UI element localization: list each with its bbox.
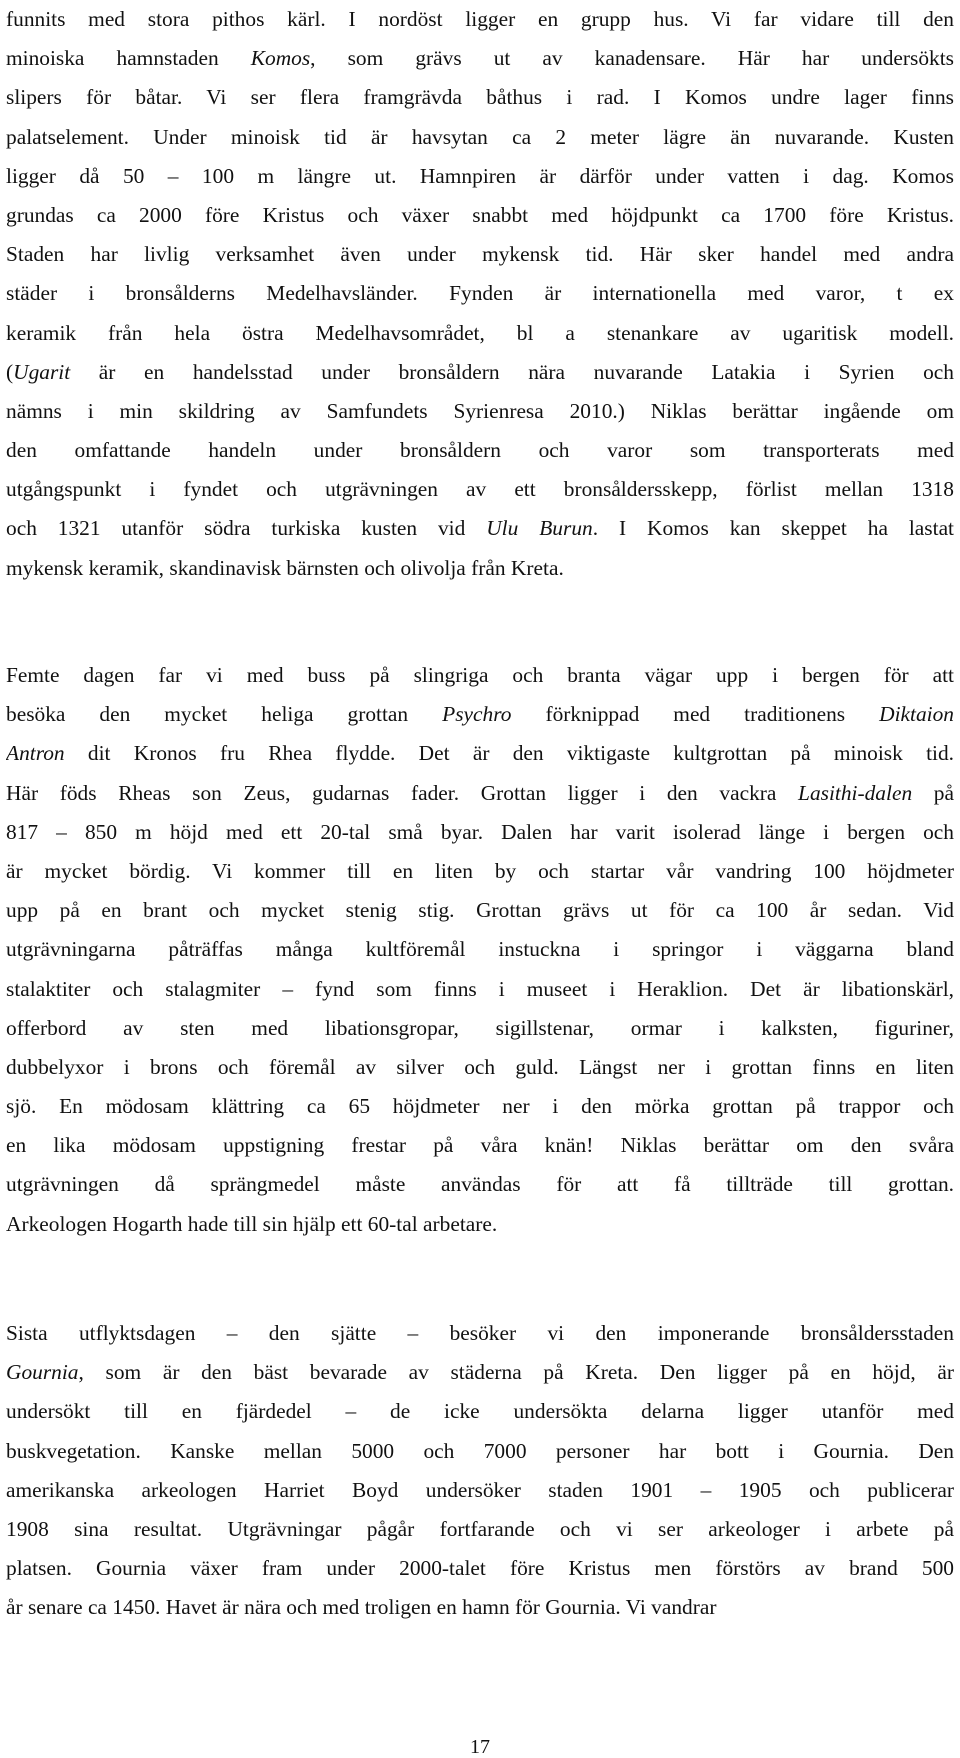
text-run: och 1321 utanför södra turkiska kusten vid <box>6 516 487 541</box>
text-line <box>6 774 954 813</box>
text-line <box>6 1588 954 1627</box>
text-run: ( <box>6 359 14 384</box>
text-line <box>6 39 954 78</box>
text-line <box>6 970 954 1009</box>
text-run: förknippad med traditionens <box>511 702 880 727</box>
text-line <box>6 1126 954 1165</box>
text-line <box>6 1009 954 1048</box>
text-run: Sista utflyktsdagen – den sjätte – besöker vi den imponerande bronsåldersstaden <box>6 1321 954 1345</box>
text-line <box>6 1510 954 1549</box>
text-run: keramik från hela östra Medelhavsområdet, bl a stenankare av ugaritisk modell. <box>6 320 954 345</box>
text-line <box>6 78 954 117</box>
text-line <box>6 1432 954 1471</box>
text-line <box>6 1471 954 1510</box>
text-run: nämns i min skildring av Samfundets Syrienresa 2010.) Niklas berättar ingående om <box>6 398 954 423</box>
text-run: , som är den bäst bevarade av städerna på Kreta. Den ligger på en höjd, är <box>78 1360 954 1385</box>
text-run: år senare ca 1450. Havet är nära och med troligen en hamn för Gournia. Vi vandrar <box>6 1595 717 1620</box>
text-run: Femte dagen far vi med buss på slingriga och branta vägar upp i bergen för att <box>6 663 954 687</box>
text-line <box>6 353 954 392</box>
text-line <box>6 0 954 39</box>
text-run: en lika mödosam uppstigning frestar på våra knän! Niklas berättar om den svåra <box>6 1133 954 1158</box>
text-run: offerbord av sten med libationsgropar, sigillstenar, ormar i kalksten, figuriner, <box>6 1015 954 1040</box>
text-line <box>6 734 954 773</box>
text-run: på <box>912 780 954 805</box>
italic-term: Psychro <box>442 702 512 727</box>
text-run: mykensk keramik, skandinavisk bärnsten och olivolja från Kreta. <box>6 555 564 580</box>
text-run: Här föds Rheas son Zeus, gudarnas fader. Grottan ligger i den vackra <box>6 780 799 805</box>
text-run: undersökt till en fjärdedel – de icke undersökta delarna ligger utanför med <box>6 1399 954 1424</box>
paragraph-psychro-cave <box>6 656 954 1244</box>
text-run: sjö. En mödosam klättring ca 65 höjdmeter ner i den mörka grottan på trappor och <box>6 1094 954 1119</box>
text-run: städer i bronsålderns Medelhavsländer. Fynden är internationella med varor, t ex <box>6 281 954 306</box>
text-run: är mycket bördig. Vi kommer till en liten by och startar vår vandring 100 höjdmeter <box>6 858 954 883</box>
text-run: dit Kronos fru Rhea flydde. Det är den viktigaste kultgrottan på minoisk tid. <box>64 741 954 766</box>
text-run: . I Komos kan skeppet ha lastat <box>592 516 954 541</box>
text-line <box>6 695 954 734</box>
italic-term: Ugarit <box>13 359 71 384</box>
text-run: grundas ca 2000 före Kristus och växer snabbt med höjdpunkt ca 1700 före Kristus. <box>6 202 954 227</box>
text-line <box>6 1392 954 1431</box>
text-line <box>6 930 954 969</box>
text-run: funnits med stora pithos kärl. I nordöst ligger en grupp hus. Vi far vidare till den <box>6 7 954 31</box>
italic-term: Komos <box>250 46 311 71</box>
text-run: utgångspunkt i fyndet och utgrävningen av ett bronsåldersskepp, förlist mellan 1318 <box>6 477 954 502</box>
text-run: palatselement. Under minoisk tid är havsytan ca 2 meter lägre än nuvarande. Kusten <box>6 124 954 149</box>
text-line <box>6 118 954 157</box>
text-line <box>6 852 954 891</box>
text-line <box>6 549 954 588</box>
page-number: 17 <box>470 1736 490 1758</box>
text-run: Staden har livlig verksamhet även under mykensk tid. Här sker handel med andra <box>6 242 954 267</box>
text-line <box>6 1353 954 1392</box>
text-line <box>6 891 954 930</box>
italic-term: Lasithi-dalen <box>798 780 913 805</box>
text-line <box>6 1205 954 1244</box>
text-run: utgrävningen då sprängmedel måste användas för att få tillträde till grottan. <box>6 1172 954 1197</box>
text-run: , som grävs ut av kanadensare. Här har undersökts <box>310 46 954 71</box>
text-run: amerikanska arkeologen Harriet Boyd undersöker staden 1901 – 1905 och publicerar <box>6 1477 954 1502</box>
italic-term: Ulu Burun <box>486 516 593 541</box>
text-line <box>6 1165 954 1204</box>
text-run: ligger då 50 – 100 m längre ut. Hamnpiren är därför under vatten i dag. Komos <box>6 163 954 188</box>
text-line <box>6 196 954 235</box>
text-run: besöka den mycket heliga grottan <box>6 702 443 727</box>
text-line <box>6 1314 954 1353</box>
text-line <box>6 157 954 196</box>
text-line <box>6 813 954 852</box>
italic-term: Antron <box>6 741 65 766</box>
text-run: minoiska hamnstaden <box>6 46 251 71</box>
text-line <box>6 470 954 509</box>
text-line <box>6 274 954 313</box>
text-line <box>6 431 954 470</box>
text-line <box>6 1048 954 1087</box>
text-run: dubbelyxor i brons och föremål av silver och guld. Längst ner i grottan finns en liten <box>6 1054 954 1079</box>
text-run: är en handelsstad under bronsåldern nära nuvarande Latakia i Syrien och <box>70 359 954 384</box>
text-run: den omfattande handeln under bronsåldern och varor som transporterats med <box>6 438 954 463</box>
text-line <box>6 1549 954 1588</box>
text-run: platsen. Gournia växer fram under 2000-talet före Kristus men förstörs av brand 500 <box>6 1556 954 1581</box>
text-run: Arkeologen Hogarth hade till sin hjälp ett 60-tal arbetare. <box>6 1211 498 1236</box>
text-run: 817 – 850 m höjd med ett 20-tal små byar. Dalen har varit isolerad länge i bergen och <box>6 819 954 844</box>
text-run: slipers för båtar. Vi ser flera framgrävda båthus i rad. I Komos undre lager finns <box>6 85 954 110</box>
text-line <box>6 314 954 353</box>
text-line <box>6 656 954 695</box>
text-line <box>6 392 954 431</box>
italic-term: Gournia <box>6 1360 79 1385</box>
text-run: buskvegetation. Kanske mellan 5000 och 7000 personer har bott i Gournia. Den <box>6 1438 954 1463</box>
text-run: stalaktiter och stalagmiter – fynd som finns i museet i Heraklion. Det är libationskärl, <box>6 976 954 1001</box>
paragraph-komos <box>6 0 954 588</box>
text-run: upp på en brant och mycket stenig stig. Grottan grävs ut för ca 100 år sedan. Vid <box>6 898 954 923</box>
text-run: 1908 sina resultat. Utgrävningar pågår fortfarande och vi ser arkeologer i arbete på <box>6 1516 954 1541</box>
text-line <box>6 235 954 274</box>
text-run: utgrävningarna påträffas många kultföremål instuckna i springor i väggarna bland <box>6 937 954 962</box>
italic-term: Diktaion <box>879 702 954 727</box>
paragraph-gournia <box>6 1314 954 1628</box>
text-line <box>6 1087 954 1126</box>
text-line <box>6 509 954 548</box>
